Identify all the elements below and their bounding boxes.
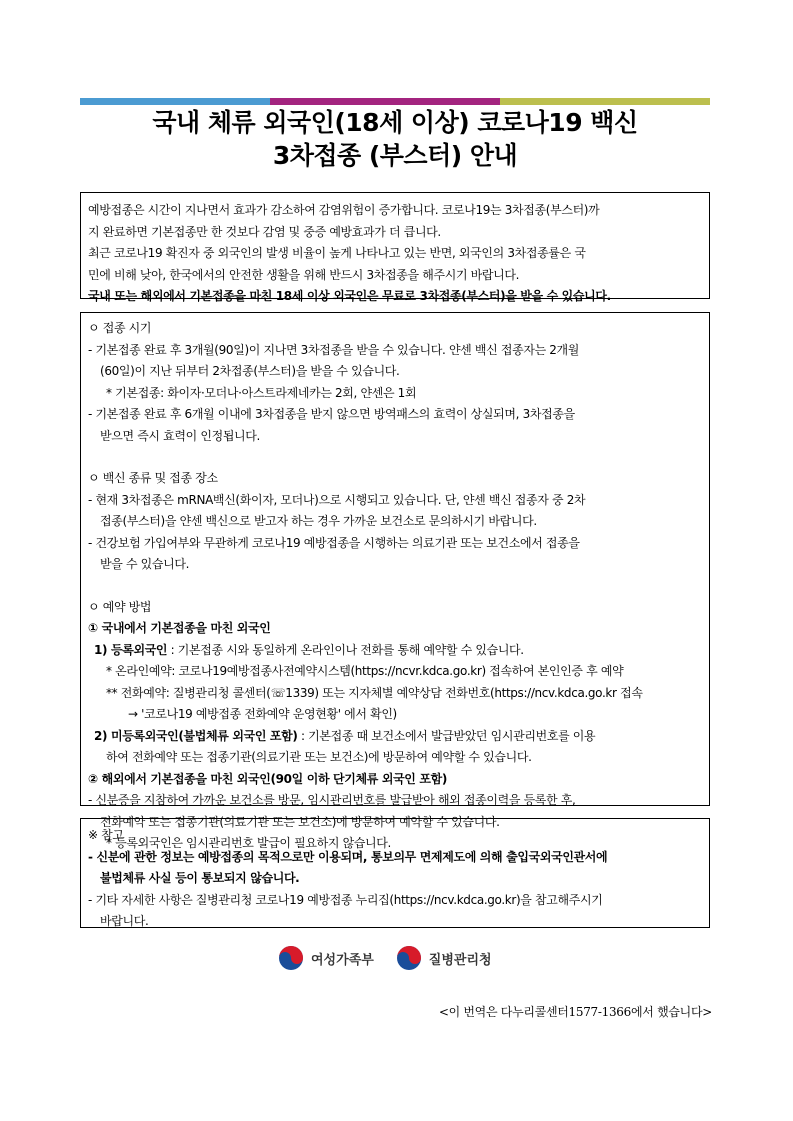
vaccine-line: 접종(부스터)을 얀센 백신으로 받고자 하는 경우 가까운 보건소로 문의하시기 바랍니다.	[100, 514, 537, 528]
note-line: 불법체류 사실 등이 통보되지 않습니다.	[100, 871, 300, 885]
taegeuk-icon	[278, 945, 304, 971]
title-line-2: 3차접종 (부스터) 안내	[272, 141, 518, 170]
booking-registered	[88, 640, 703, 662]
booking-case-2: ② 해외에서 기본접종을 마친 외국인(90일 이하 단기체류 외국인 포함)	[88, 771, 447, 786]
logo-mogef-text: 여성가족부	[311, 952, 374, 968]
section-heading-timing: ㅇ 접종 시기	[88, 321, 152, 335]
intro-line: 지 완료하면 기본접종만 한 것보다 감염 및 중증 예방효과가 더 큽니다.	[88, 224, 441, 239]
booking-case-2-line: - 신분증을 지참하여 가까운 보건소를 방문, 임시관리번호를 발급받아 해외 접종이력을 등록한 후,	[88, 793, 576, 807]
booking-unregistered-cont: 하여 전화예약 또는 접종기관(의료기관 또는 보건소)에 방문하여 예약할 수 있습니다.	[106, 750, 532, 764]
bar-olive	[500, 98, 710, 105]
booking-note-online: * 온라인예약: 코로나19예방접종사전예약시스템(https://ncvr.kdca.go.kr) 접속하여 본인인증 후 예약	[106, 664, 624, 678]
booking-unregistered-text: : 기본접종 때 보건소에서 발급받았던 임시관리번호를 이용	[297, 728, 596, 743]
page-title	[80, 106, 710, 172]
section-heading-vaccine: ㅇ 백신 종류 및 접종 장소	[88, 471, 218, 485]
intro-line: 예방접종은 시간이 지나면서 효과가 감소하여 감염위험이 증가합니다. 코로나19는 3차접종(부스터)까	[88, 203, 600, 217]
logo-kdca	[396, 945, 492, 971]
booking-note-phone: ** 전화예약: 질병관리청 콜센터(☏1339) 또는 지자체별 예약상담 전화번호(https://ncv.kdca.go.kr 접속	[106, 685, 643, 700]
intro-highlight: 국내 또는 해외에서 기본접종을 마친 18세 이상 외국인은 무료로 3차접종(부스터)을 받을 수 있습니다.	[88, 289, 611, 303]
translation-credit: <이 번역은 다누리콜센터1577-1366에서 했습니다>	[438, 1005, 712, 1019]
intro-line: 최근 코로나19 확진자 중 외국인의 발생 비율이 높게 나타나고 있는 반면, 외국인의 3차접종률은 국	[88, 246, 586, 260]
booking-note-phone-cont: → '코로나19 예방접종 전화예약 운영현황' 에서 확인)	[128, 707, 397, 721]
note-heading: ※ 참고	[88, 828, 124, 842]
booking-case-1: ① 국내에서 기본접종을 마친 외국인	[88, 621, 271, 635]
intro-box	[80, 192, 710, 303]
booking-case-2-note: * 등록외국인은 임시관리번호 발급이 필요하지 않습니다.	[106, 836, 392, 850]
note-line: - 기타 자세한 사항은 질병관리청 코로나19 예방접종 누리집(https://ncv.kdca.go.kr)을 참고해주시기	[88, 892, 603, 907]
intro-line: 민에 비해 낮아, 한국에서의 안전한 생활을 위해 반드시 3차접종을 해주시기 바랍니다.	[88, 267, 520, 282]
agency-logos	[278, 945, 514, 971]
booking-registered-text: : 기본접종 시와 동일하게 온라인이나 전화를 통해 예약할 수 있습니다.	[167, 642, 524, 657]
booking-unregistered-label: 2) 미등록외국인(불법체류 외국인 포함)	[94, 728, 298, 743]
bar-purple	[270, 98, 500, 105]
title-line-1: 국내 체류 외국인(18세 이상) 코로나19 백신	[152, 108, 638, 137]
logo-mogef	[278, 945, 374, 971]
note-line: - 신분에 관한 정보는 예방접종의 목적으로만 이용되며, 통보의무 면제제도에 의해 출입국외국인관서에	[88, 849, 608, 864]
section-heading-booking: ㅇ 예약 방법	[88, 599, 152, 614]
note-line: 바랍니다.	[100, 914, 149, 928]
booking-registered-label: 1) 등록외국인	[94, 642, 168, 657]
vaccine-line: - 건강보험 가입여부와 무관하게 코로나19 예방접종을 시행하는 의료기관 또는 보건소에서 접종을	[88, 535, 580, 550]
logo-kdca-text: 질병관리청	[428, 952, 492, 968]
timing-note: * 기본접종: 화이자·모더나·아스트라제네카는 2회, 얀센은 1회	[106, 385, 417, 400]
note-box	[80, 818, 710, 928]
timing-line: - 기본접종 완료 후 3개월(90일)이 지나면 3차접종을 받을 수 있습니다. 얀센 백신 접종자는 2개월	[88, 342, 580, 357]
booking-case-2-line: 전화예약 또는 접종기관(의료기관 또는 보건소)에 방문하여 예약할 수 있습니다.	[100, 814, 500, 829]
timing-line: - 기본접종 완료 후 6개월 이내에 3차접종을 받지 않으면 방역패스의 효력이 상실되며, 3차접종을	[88, 407, 575, 421]
title-color-bar	[80, 98, 710, 105]
timing-line: (60일)이 지난 뒤부터 2차접종(부스터)을 받을 수 있습니다.	[100, 364, 400, 378]
bar-blue	[80, 98, 270, 105]
timing-line: 받으면 즉시 효력이 인정됩니다.	[100, 428, 261, 443]
vaccine-line: 받을 수 있습니다.	[100, 557, 190, 571]
vaccine-line: - 현재 3차접종은 mRNA백신(화이자, 모더나)으로 시행되고 있습니다. 단, 얀센 백신 접종자 중 2차	[88, 492, 586, 507]
taegeuk-icon	[396, 945, 422, 971]
booking-unregistered	[88, 726, 703, 748]
